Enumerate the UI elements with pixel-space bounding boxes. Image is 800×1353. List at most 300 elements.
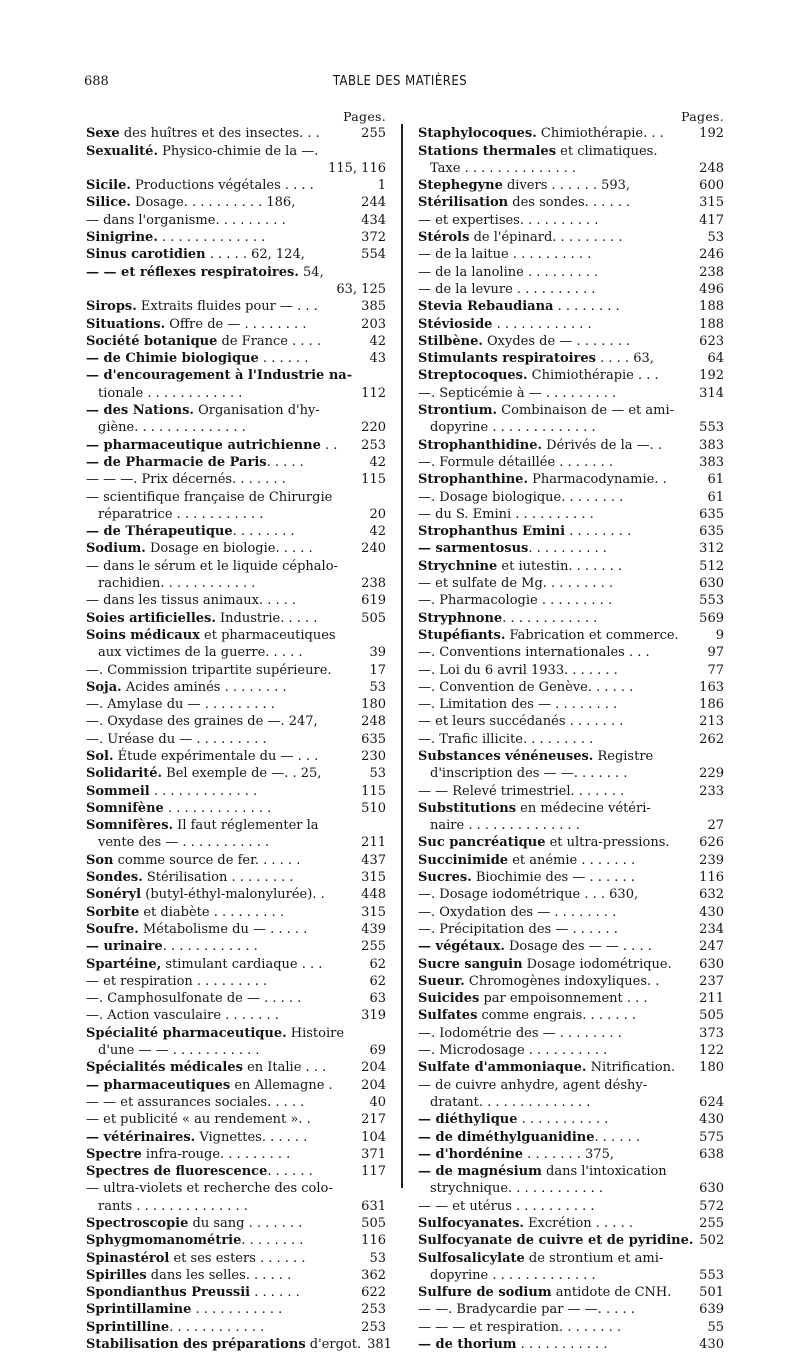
- entry-description: Pharmacodynamie. .: [527, 472, 667, 488]
- index-entry: [86, 1025, 386, 1042]
- entry-page-ref: 430: [699, 904, 724, 920]
- page-number: 688: [84, 74, 109, 89]
- entry-page-ref: 97: [707, 645, 724, 661]
- index-entry: [86, 177, 386, 194]
- entry-description: dopyrine . . . . . . . . . . . . .: [430, 420, 596, 436]
- entry-description: antidote de CNH.: [551, 1285, 672, 1301]
- entry-headword: Strontium.: [418, 403, 498, 419]
- index-entry: [418, 1198, 724, 1215]
- entry-text: [86, 1232, 355, 1249]
- entry-page-ref: 55: [707, 1319, 724, 1335]
- entry-description: giène. . . . . . . . . . . . . .: [98, 420, 246, 436]
- index-entry: [418, 540, 724, 557]
- entry-page-ref: 192: [699, 368, 724, 384]
- entry-page-ref: 630: [699, 1181, 724, 1197]
- index-entry: [86, 367, 386, 384]
- index-entry: [418, 1129, 724, 1146]
- entry-text: [418, 765, 693, 782]
- entry-text: [86, 489, 380, 506]
- entry-page-ref: 373: [699, 1025, 724, 1041]
- index-entry: [418, 177, 724, 194]
- entry-headword: — d'hordénine: [418, 1146, 524, 1162]
- entry-description: vente des — . . . . . . . . . . .: [98, 835, 270, 851]
- entry-text: [86, 938, 355, 955]
- entry-description: Oxydes de — . . . . . . .: [482, 333, 631, 349]
- entry-description: 54,: [298, 264, 324, 280]
- index-entry: [418, 229, 724, 246]
- entry-text: [418, 194, 693, 211]
- entry-page-ref: 635: [699, 506, 724, 522]
- entry-headword: — vétérinaires.: [86, 1129, 196, 1145]
- entry-page-ref: 43: [369, 351, 386, 367]
- entry-description: —. Conventions internationales . . .: [418, 645, 650, 661]
- entry-text: [86, 1025, 380, 1042]
- entry-description: Biochimie des — . . . . . .: [471, 870, 635, 886]
- index-entry: [418, 1163, 724, 1180]
- entry-description: —. Action vasculaire . . . . . . .: [86, 1008, 279, 1024]
- entry-text: [86, 298, 355, 315]
- entry-page-ref: 505: [361, 610, 386, 626]
- entry-text: [86, 523, 363, 540]
- index-entry: [418, 246, 724, 263]
- entry-text: [418, 160, 693, 177]
- index-entry: [418, 1267, 724, 1284]
- entry-text: [418, 748, 718, 765]
- entry-description: dans les selles. . . . . .: [146, 1267, 292, 1283]
- index-entry: [418, 610, 724, 627]
- entry-page-ref: 501: [699, 1285, 724, 1301]
- entry-headword: Sulfate d'ammoniaque.: [418, 1060, 587, 1076]
- entry-text: [86, 385, 355, 402]
- index-entry: [86, 1250, 386, 1267]
- entry-page-ref: 63: [369, 991, 386, 1007]
- entry-page-ref: 248: [699, 160, 724, 176]
- entry-headword: Stévioside: [418, 316, 493, 332]
- entry-text: [418, 662, 701, 679]
- entry-headword: Sulfure de sodium: [418, 1285, 552, 1301]
- index-entry: [86, 454, 386, 471]
- index-entry: [86, 540, 386, 557]
- index-entry: [418, 558, 724, 575]
- entry-headword: Sol.: [86, 748, 114, 764]
- pages-column-label: Pages.: [343, 109, 386, 124]
- index-entry: [86, 713, 386, 730]
- entry-page-ref: 188: [699, 299, 724, 315]
- index-entry: [418, 194, 724, 211]
- entry-text: [86, 316, 355, 333]
- entry-text: [86, 783, 355, 800]
- entry-text: [418, 1336, 693, 1353]
- entry-page-ref: 510: [361, 800, 386, 816]
- index-entry: [86, 765, 386, 782]
- entry-text: [86, 852, 355, 869]
- entry-description: —. Septicémie à — . . . . . . . . .: [418, 385, 617, 401]
- entry-headword: Sommeil: [86, 783, 150, 799]
- index-entry: [418, 367, 724, 384]
- index-entry: [86, 610, 386, 627]
- entry-page-ref: 246: [699, 247, 724, 263]
- entry-description: de France . . . .: [217, 333, 322, 349]
- entry-description: de strontium et ami-: [524, 1250, 664, 1266]
- entry-headword: Sprintilline: [86, 1319, 170, 1335]
- entry-page-ref: 572: [699, 1198, 724, 1214]
- entry-text: [86, 1336, 361, 1353]
- index-entry: [86, 385, 386, 402]
- entry-description: . . . . . .: [594, 1129, 640, 1145]
- entry-page-ref: 569: [699, 610, 724, 626]
- index-entry: [418, 454, 724, 471]
- entry-description: . . . . . . . . . . .: [191, 1302, 283, 1318]
- index-entry: [418, 731, 724, 748]
- entry-page-ref: 630: [699, 956, 724, 972]
- entry-page-ref: 230: [361, 748, 386, 764]
- entry-description: —. Formule détaillée . . . . . . .: [418, 454, 613, 470]
- entry-text: [86, 177, 372, 194]
- index-entry: [418, 402, 724, 419]
- entry-text: [418, 1250, 718, 1267]
- entry-headword: Soufre.: [86, 921, 139, 937]
- entry-page-ref: 186: [699, 697, 724, 713]
- entry-text: [86, 1250, 363, 1267]
- entry-description: —. Uréase du — . . . . . . . . .: [86, 731, 267, 747]
- entry-description: . . . . . 62, 124,: [205, 247, 305, 263]
- entry-page-ref: 112: [361, 385, 386, 401]
- index-entry: [418, 852, 724, 869]
- entry-page-ref: 238: [699, 264, 724, 280]
- entry-page-ref: 600: [699, 178, 724, 194]
- index-entry: [86, 489, 386, 506]
- index-entry: [86, 1215, 386, 1232]
- entry-text: [418, 713, 693, 730]
- entry-text: [86, 367, 380, 384]
- entry-text: [418, 592, 693, 609]
- entry-page-ref: 20: [369, 506, 386, 522]
- entry-page-ref: 315: [361, 870, 386, 886]
- entry-description: — et sulfate de Mg. . . . . . . . .: [418, 576, 614, 592]
- entry-description: —. Loi du 6 avril 1933. . . . . . .: [418, 662, 618, 678]
- entry-headword: — de Pharmacie de Paris: [86, 454, 267, 470]
- entry-description: stimulant cardiaque . . .: [161, 956, 323, 972]
- entry-description: des sondes. . . . . .: [508, 195, 631, 211]
- entry-page-ref: 554: [361, 247, 386, 263]
- entry-description: — et publicité « au rendement ». .: [86, 1112, 311, 1128]
- entry-description: . . . . . . . . . . .: [517, 1112, 609, 1128]
- entry-description: — dans l'organisme. . . . . . . . .: [86, 212, 286, 228]
- entry-description: — dans le sérum et le liquide céphalo-: [86, 558, 338, 574]
- entry-text: [86, 1198, 355, 1215]
- entry-description: —. Dosage iodométrique . . . 630,: [418, 887, 639, 903]
- entry-description: — dans les tissus animaux. . . . .: [86, 593, 297, 609]
- entry-text: [418, 1267, 693, 1284]
- entry-text: [418, 869, 693, 886]
- entry-text: [86, 1111, 355, 1128]
- entry-text: [86, 817, 380, 834]
- page-header: [0, 74, 800, 94]
- entry-text: [86, 437, 355, 454]
- entry-headword: — des Nations.: [86, 403, 194, 419]
- entry-text: [86, 1059, 355, 1076]
- entry-text: [418, 644, 701, 661]
- entry-description: Acides aminés . . . . . . . .: [121, 679, 287, 695]
- entry-page-ref: 188: [699, 316, 724, 332]
- entry-text: [86, 1267, 355, 1284]
- index-entry: [418, 921, 724, 938]
- entry-description: . . . . . . . .: [553, 299, 620, 315]
- entry-headword: Spectres de fluorescence: [86, 1164, 268, 1180]
- entry-description: Fabrication et commerce.: [505, 627, 679, 643]
- entry-page-ref: 255: [361, 939, 386, 955]
- index-entry: [418, 1146, 724, 1163]
- index-entry: [418, 869, 724, 886]
- entry-headword: Sodium.: [86, 541, 146, 557]
- entry-page-ref: 417: [699, 212, 724, 228]
- index-entry: [418, 1111, 724, 1128]
- entry-page-ref: 116: [699, 870, 724, 886]
- entry-page-ref: 619: [361, 593, 386, 609]
- entry-text: [418, 610, 693, 627]
- entry-headword: Son: [86, 852, 114, 868]
- running-title: TABLE DES MATIÈRES: [332, 74, 468, 89]
- entry-text: [418, 1232, 693, 1249]
- entry-page-ref: 635: [361, 731, 386, 747]
- entry-headword: Strophanthidine.: [418, 437, 543, 453]
- entry-headword: — de Chimie biologique: [86, 351, 259, 367]
- index-entry: [86, 1180, 386, 1197]
- index-entry: [86, 1336, 392, 1353]
- entry-text: [86, 644, 363, 661]
- entry-headword: Sexualité.: [86, 143, 158, 159]
- entry-page-ref: 40: [369, 1094, 386, 1110]
- entry-headword: — d'encouragement à l'Industrie na-: [86, 368, 353, 384]
- entry-page-ref: 229: [699, 766, 724, 782]
- index-entry: [86, 973, 386, 990]
- entry-headword: Stephegyne: [418, 178, 503, 194]
- entry-headword: Streptocoques.: [418, 368, 528, 384]
- entry-page-ref: 163: [699, 679, 724, 695]
- index-entry: [86, 886, 386, 903]
- entry-headword: Strophanthus Emini: [418, 524, 566, 540]
- entry-description: . . . . . .: [267, 1164, 313, 1180]
- entry-headword: Sirops.: [86, 299, 137, 315]
- entry-text: [418, 1129, 693, 1146]
- entry-description: — de la levure . . . . . . . . . .: [418, 281, 596, 297]
- entry-page-ref: 42: [369, 333, 386, 349]
- entry-headword: — de diméthylguanidine: [418, 1129, 595, 1145]
- entry-description: d'inscription des — —. . . . . . .: [430, 766, 628, 782]
- entry-page-ref: 116: [361, 1233, 386, 1249]
- index-entry: [418, 316, 724, 333]
- entry-page-ref: 220: [361, 420, 386, 436]
- index-entry: [418, 644, 724, 661]
- entry-headword: Sonéryl: [86, 887, 142, 903]
- entry-headword: Stérols: [418, 230, 470, 246]
- entry-text: [418, 125, 693, 142]
- index-entry: [418, 125, 724, 142]
- entry-text: [418, 956, 693, 973]
- entry-description: Métabolisme du — . . . . .: [138, 921, 308, 937]
- index-entry: [86, 419, 386, 436]
- entry-headword: — diéthylique: [418, 1112, 518, 1128]
- entry-description: infra-rouge. . . . . . . . .: [141, 1146, 291, 1162]
- entry-headword: — pharmaceutique autrichienne: [86, 437, 321, 453]
- entry-page-ref: 319: [361, 1008, 386, 1024]
- index-entry: [86, 160, 386, 177]
- entry-headword: — urinaire: [86, 939, 163, 955]
- entry-text: [418, 1215, 693, 1232]
- index-entry: [418, 419, 724, 436]
- entry-page-ref: 77: [707, 662, 724, 678]
- entry-description: — scientifique française de Chirurgie: [86, 489, 333, 505]
- entry-description: —. Iodométrie des — . . . . . . . .: [418, 1025, 622, 1041]
- entry-text: [86, 610, 355, 627]
- entry-page-ref: 61: [707, 489, 724, 505]
- entry-page-ref: 203: [361, 316, 386, 332]
- entry-headword: — de Thérapeutique: [86, 524, 233, 540]
- entry-page-ref: 69: [369, 1043, 386, 1059]
- index-entry: [86, 1059, 386, 1076]
- entry-text: [418, 1007, 693, 1024]
- entry-page-ref: 262: [699, 731, 724, 747]
- entry-description: — de la lanoline . . . . . . . . .: [418, 264, 599, 280]
- entry-headword: Sulfosalicylate: [418, 1250, 525, 1266]
- entry-page-ref: 122: [699, 1043, 724, 1059]
- entry-headword: Silice.: [86, 195, 131, 211]
- entry-description: . . . . . . . . . . . .: [162, 939, 258, 955]
- entry-page-ref: 315: [361, 904, 386, 920]
- index-entry: [418, 1215, 724, 1232]
- entry-text: [86, 246, 355, 263]
- entry-description: — — et assurances sociales. . . . .: [86, 1094, 305, 1110]
- index-entry: [86, 1094, 386, 1111]
- entry-text: [86, 1215, 355, 1232]
- entry-description: dopyrine . . . . . . . . . . . . .: [430, 1267, 596, 1283]
- index-entry: [86, 1267, 386, 1284]
- entry-text: [86, 1042, 363, 1059]
- entry-headword: Suicides: [418, 991, 480, 1007]
- index-entry: [86, 471, 386, 488]
- entry-description: et anémie . . . . . . .: [508, 852, 636, 868]
- entry-description: Dosage en biologie. . . . .: [145, 541, 313, 557]
- entry-description: divers . . . . . . 593,: [502, 178, 631, 194]
- entry-headword: Sulfocyanates.: [418, 1216, 524, 1231]
- entry-page-ref: 553: [699, 1267, 724, 1283]
- entry-description: du sang . . . . . . .: [188, 1216, 303, 1231]
- entry-description: Dérivés de la —. .: [542, 437, 663, 453]
- entry-text: [86, 1129, 355, 1146]
- index-entry: [86, 921, 386, 938]
- entry-description: — — — et respiration. . . . . . . .: [418, 1319, 622, 1335]
- entry-headword: Sexe: [86, 126, 120, 142]
- entry-description: . . . . .: [266, 454, 304, 470]
- index-entry: [86, 938, 386, 955]
- entry-text: [86, 350, 363, 367]
- entry-description: Industrie. . . . .: [215, 610, 318, 626]
- entry-text: [86, 1077, 355, 1094]
- entry-headword: Strophanthine.: [418, 472, 528, 488]
- entry-headword: Sinus carotidien: [86, 247, 206, 263]
- index-entry: [418, 904, 724, 921]
- entry-description: . . . . 63,: [596, 351, 654, 367]
- index-entry: [86, 1301, 386, 1318]
- entry-page-ref: 115, 116: [328, 160, 386, 176]
- entry-text: [418, 1301, 693, 1318]
- entry-text: [86, 419, 355, 436]
- entry-text: [86, 229, 355, 246]
- index-entry: [86, 627, 386, 644]
- entry-text: [86, 696, 355, 713]
- entry-description: Excrétion . . . . .: [523, 1216, 633, 1231]
- entry-text: [418, 558, 693, 575]
- entry-page-ref: 233: [699, 783, 724, 799]
- index-entry: [418, 800, 724, 817]
- entry-text: [418, 783, 693, 800]
- entry-description: strychnique. . . . . . . . . . . .: [430, 1181, 604, 1197]
- index-entry: [86, 506, 386, 523]
- index-entry: [418, 973, 724, 990]
- index-entry: [86, 1232, 386, 1249]
- entry-text: [418, 696, 693, 713]
- entry-headword: — de thorium: [418, 1337, 517, 1353]
- entry-page-ref: 371: [361, 1146, 386, 1162]
- index-entry: [86, 212, 386, 229]
- entry-text: [86, 506, 363, 523]
- entry-page-ref: 53: [369, 766, 386, 782]
- entry-description: . . . . . . . . . .: [528, 541, 607, 557]
- entry-description: Chimiothérapie . . .: [527, 368, 659, 384]
- entry-text: [418, 627, 710, 644]
- index-entry-list: [418, 125, 724, 1353]
- entry-description: . . . . . .: [250, 1285, 300, 1301]
- entry-headword: Sprintillamine: [86, 1302, 192, 1318]
- entry-page-ref: 255: [361, 126, 386, 142]
- entry-description: — — Relevé trimestriel. . . . . . .: [418, 783, 625, 799]
- entry-page-ref: 180: [361, 697, 386, 713]
- entry-page-ref: 575: [699, 1129, 724, 1145]
- entry-page-ref: 430: [699, 1337, 724, 1353]
- index-entry: [418, 437, 724, 454]
- entry-text: [86, 886, 355, 903]
- index-entry: [418, 575, 724, 592]
- entry-headword: Stations thermales: [418, 143, 557, 159]
- index-entry: [418, 523, 724, 540]
- entry-description: rachidien. . . . . . . . . . . .: [98, 576, 256, 592]
- entry-page-ref: 381: [367, 1337, 392, 1353]
- index-entry: [86, 1319, 386, 1336]
- entry-description: — — —. Prix décernés. . . . . . .: [86, 472, 286, 488]
- entry-headword: Strychnine: [418, 558, 498, 574]
- entry-page-ref: 62: [369, 973, 386, 989]
- entry-description: Dosage. . . . . . . . . . 186,: [130, 195, 296, 211]
- index-entry: [86, 956, 386, 973]
- entry-description: Vignettes. . . . . .: [195, 1129, 308, 1145]
- entry-text: [86, 1146, 355, 1163]
- entry-page-ref: 238: [361, 576, 386, 592]
- index-entry: [86, 869, 386, 886]
- entry-headword: Sinigrine.: [86, 230, 158, 246]
- entry-text: [418, 904, 693, 921]
- entry-page-ref: 240: [361, 541, 386, 557]
- entry-text: [86, 471, 355, 488]
- entry-page-ref: 430: [699, 1112, 724, 1128]
- left-column: [86, 108, 392, 1353]
- entry-description: des huîtres et des insectes. . .: [119, 126, 320, 142]
- entry-text: [86, 540, 355, 557]
- entry-description: Chromogènes indoxyliques. .: [464, 973, 660, 989]
- index-entry: [86, 748, 386, 765]
- entry-description: — de cuivre anhydre, agent déshy-: [418, 1077, 648, 1093]
- index-entry: [86, 264, 386, 281]
- entry-headword: Soins médicaux: [86, 627, 200, 643]
